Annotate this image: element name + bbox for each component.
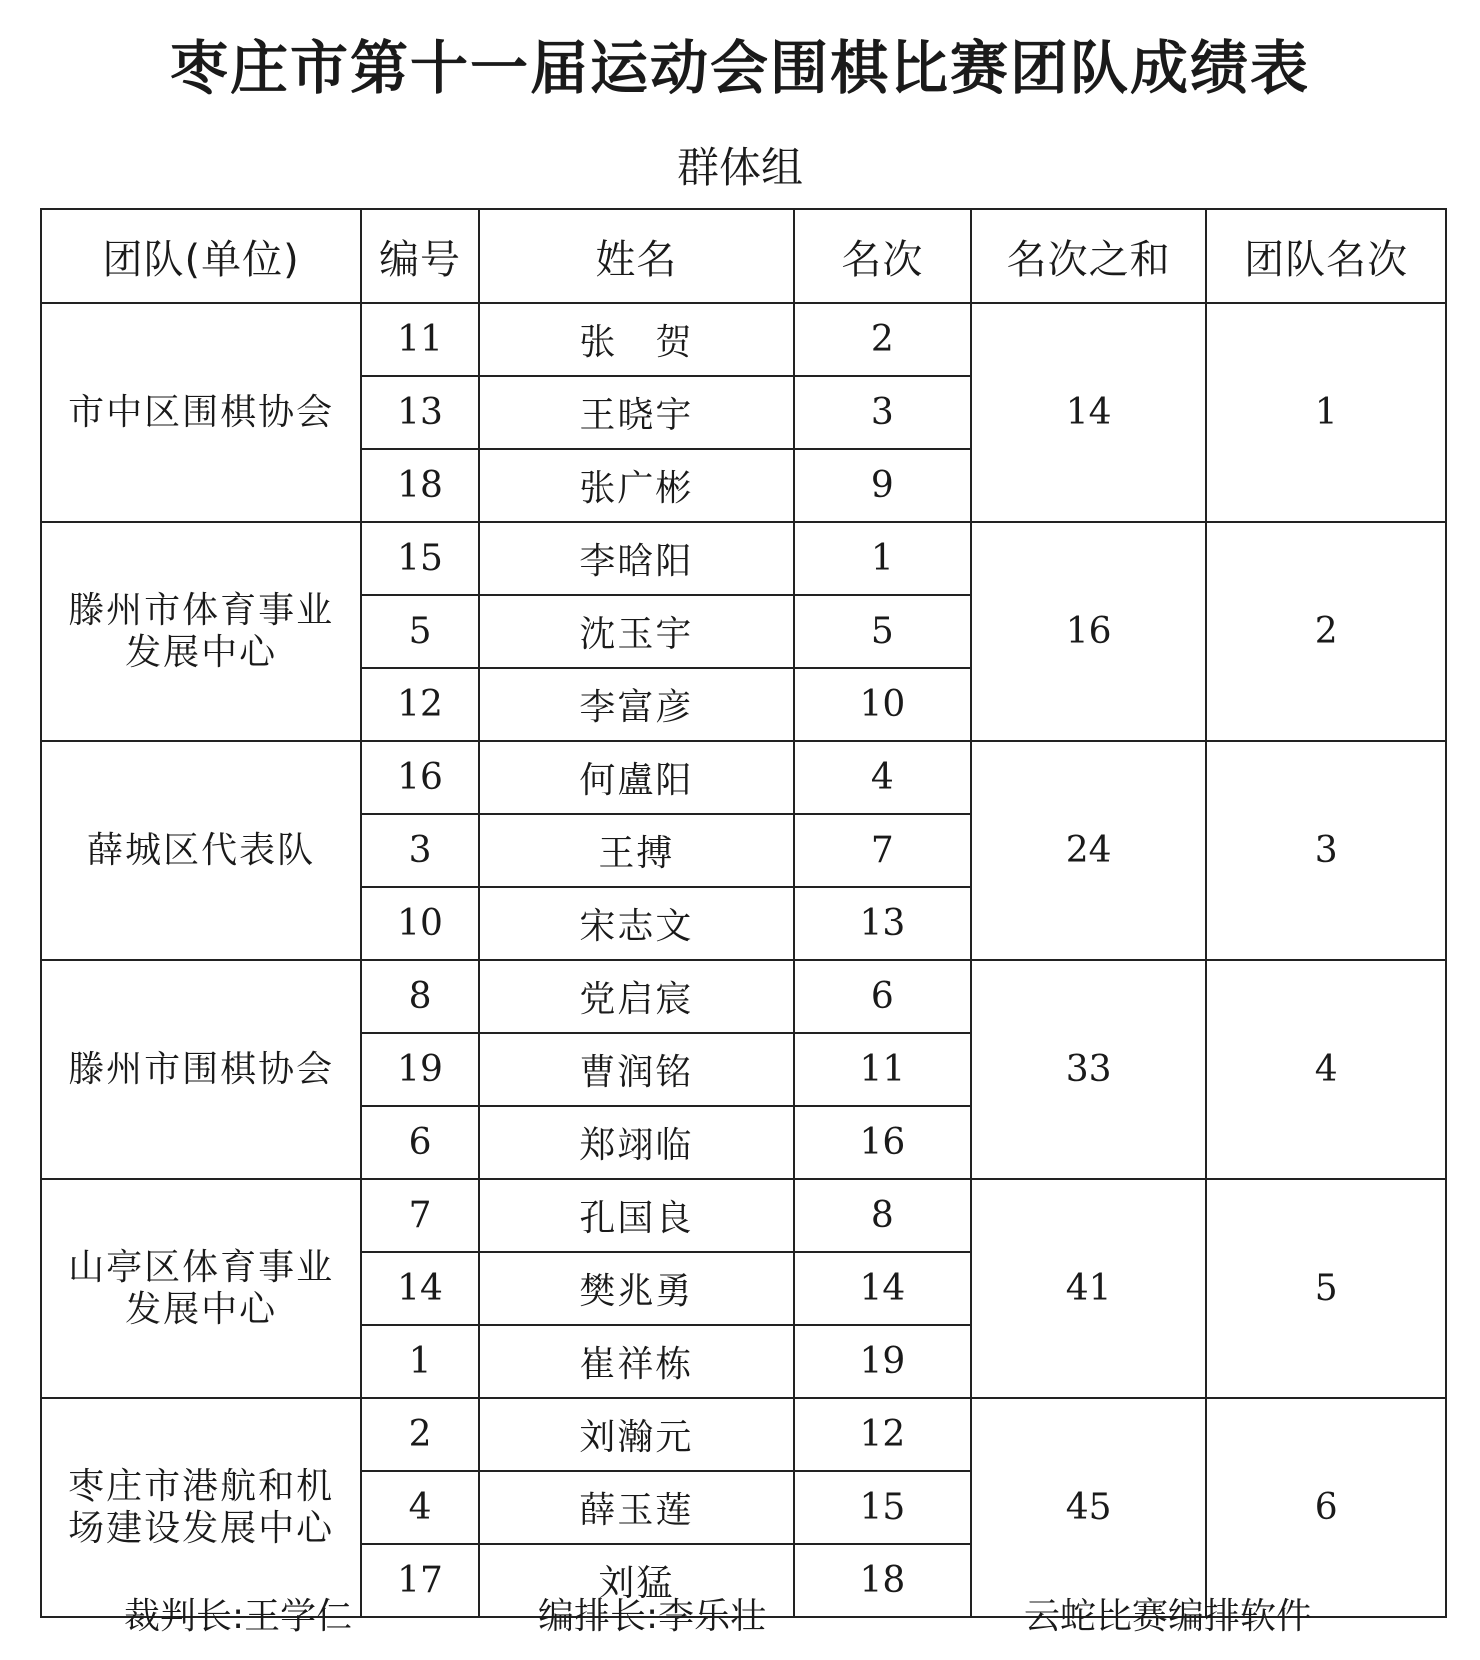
header-rank: 名次 [794,209,971,303]
player-rank: 16 [794,1106,971,1179]
player-rank: 4 [794,741,971,814]
player-number: 12 [361,668,479,741]
player-number: 11 [361,303,479,376]
rank-sum: 33 [971,960,1206,1179]
player-rank: 15 [794,1471,971,1544]
header-row [41,209,1446,303]
table-row [41,303,1446,376]
rank-sum: 24 [971,741,1206,960]
team-rank: 1 [1206,303,1446,522]
team-name: 山亭区体育事业发展中心 [41,1179,361,1398]
player-name: 李富彦 [479,668,794,741]
team-name: 薛城区代表队 [41,741,361,960]
player-number: 10 [361,887,479,960]
player-name: 沈玉宇 [479,595,794,668]
player-rank: 13 [794,887,971,960]
player-rank: 2 [794,303,971,376]
player-name: 王搏 [479,814,794,887]
table-row [41,741,1446,814]
player-number: 4 [361,1471,479,1544]
player-name: 樊兆勇 [479,1252,794,1325]
table-row [41,960,1446,1033]
player-name: 何盧阳 [479,741,794,814]
player-number: 1 [361,1325,479,1398]
player-name: 王晓宇 [479,376,794,449]
player-rank: 6 [794,960,971,1033]
team-name: 市中区围棋协会 [41,303,361,522]
player-name: 党启宸 [479,960,794,1033]
player-rank: 14 [794,1252,971,1325]
player-name: 宋志文 [479,887,794,960]
player-rank: 10 [794,668,971,741]
software-credit: 云蛇比赛编排软件 [1024,1596,1313,1637]
header-team-rank: 团队名次 [1206,209,1446,303]
player-rank: 5 [794,595,971,668]
rank-sum: 14 [971,303,1206,522]
player-number: 17 [361,1544,479,1617]
player-rank: 7 [794,814,971,887]
player-name: 刘猛 [479,1544,794,1617]
table-row [41,1398,1446,1471]
player-number: 7 [361,1179,479,1252]
header-rank-sum: 名次之和 [971,209,1206,303]
player-number: 13 [361,376,479,449]
player-rank: 11 [794,1033,971,1106]
player-number: 18 [361,449,479,522]
player-name: 郑翊临 [479,1106,794,1179]
player-number: 14 [361,1252,479,1325]
page-title: 枣庄市第十一届运动会围棋比赛团队成绩表 [169,34,1310,102]
player-number: 16 [361,741,479,814]
player-rank: 18 [794,1544,971,1617]
group-subtitle: 群体组 [676,143,803,192]
header-number: 编号 [361,209,479,303]
team-name: 滕州市体育事业发展中心 [41,522,361,741]
player-rank: 12 [794,1398,971,1471]
player-name: 薛玉莲 [479,1471,794,1544]
player-name: 刘瀚元 [479,1398,794,1471]
player-rank: 1 [794,522,971,595]
header-name: 姓名 [479,209,794,303]
team-rank: 2 [1206,522,1446,741]
player-rank: 8 [794,1179,971,1252]
player-number: 8 [361,960,479,1033]
player-name: 张广彬 [479,449,794,522]
chief-arranger: 编排长:李乐壮 [538,1596,767,1637]
team-rank: 4 [1206,960,1446,1179]
player-rank: 9 [794,449,971,522]
team-name: 滕州市围棋协会 [41,960,361,1179]
player-name: 张 贺 [479,303,794,376]
player-name: 曹润铭 [479,1033,794,1106]
player-number: 15 [361,522,479,595]
rank-sum: 41 [971,1179,1206,1398]
chief-referee: 裁判长:王学仁 [124,1596,353,1637]
table-row [41,522,1446,595]
player-name: 李晗阳 [479,522,794,595]
team-rank: 3 [1206,741,1446,960]
player-number: 2 [361,1398,479,1471]
player-number: 3 [361,814,479,887]
rank-sum: 16 [971,522,1206,741]
player-name: 孔国良 [479,1179,794,1252]
player-number: 6 [361,1106,479,1179]
rank-sum: 45 [971,1398,1206,1617]
player-number: 5 [361,595,479,668]
results-table [40,208,1447,1618]
table-row [41,1179,1446,1252]
team-rank: 6 [1206,1398,1446,1617]
player-rank: 19 [794,1325,971,1398]
player-name: 崔祥栋 [479,1325,794,1398]
player-rank: 3 [794,376,971,449]
player-number: 19 [361,1033,479,1106]
header-team: 团队(单位) [41,209,361,303]
team-rank: 5 [1206,1179,1446,1398]
team-name: 枣庄市港航和机场建设发展中心 [41,1398,361,1617]
